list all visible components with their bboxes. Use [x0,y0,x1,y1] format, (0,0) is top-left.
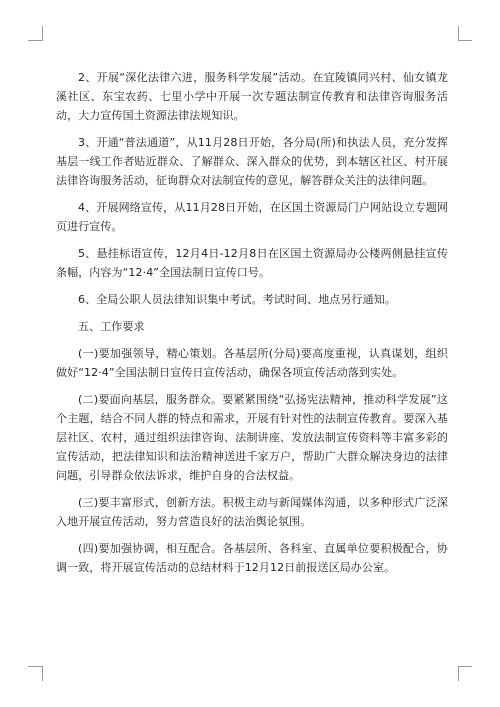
requirement-1: (一)要加强领导，精心策划。各基层所(分局)要高度重视，认真谋划，组织做好“12·4”全国法制日宣传日宣传活动，确保各项宣传活动落到实处。 [56,347,448,379]
paragraph-item-6: 6、全局公职人员法律知识集中考试。考试时间、地点另行通知。 [78,293,396,306]
crop-mark-top-left-v [42,26,43,41]
crop-mark-bottom-left-h [28,666,42,667]
paragraph-item-4: 4、开展网络宣传，从11月28日开始，在区国土资源局门户网站设立专题网页进行宣传。 [56,201,448,233]
crop-mark-bottom-right-h [458,666,472,667]
crop-mark-top-right-h [458,40,472,41]
requirement-2: (二)要面向基层，服务群众。要紧紧围绕“弘扬宪法精神，推动科学发展”这个主题，结合不同人群的特点和需求，开展有针对性的法制宣传教育。要深入基层社区、农村，通过组织法律咨询、法制讲座、发放法制宣传资料等丰富多彩的宣传活动，把法律知识和法治精神送进千家万户，帮助广大群众解决身边的法律问题，引导群众依法诉求，维护自身的合法权益。 [56,393,448,482]
section-heading-work-requirements: 五、工作要求 [78,320,145,333]
crop-mark-bottom-right-v [458,666,459,681]
crop-mark-top-right-v [458,26,459,41]
requirement-4: (四)要加强协调，相互配合。各基层所、各科室、直属单位要积极配合，协调一致，将开展宣传活动的总结材料于12月12日前报送区局办公室。 [56,542,448,574]
paragraph-item-5: 5、悬挂标语宣传，12月4日-12月8日在区国土资源局办公楼两侧悬挂宣传条幅，内容为“12·4”全国法制日宣传口号。 [56,247,448,279]
crop-mark-bottom-left-v [42,666,43,681]
document-body [56,68,448,585]
requirement-3: (三)要丰富形式，创新方法。积极主动与新闻媒体沟通，以多种形式广泛深入地开展宣传活动，努力营造良好的法治舆论氛围。 [56,496,448,528]
paragraph-item-2: 2、开展“深化法律六进，服务科学发展”活动。在宜陵镇同兴村、仙女镇龙溪社区、东宝农药、七里小学中开展一次专题法制宣传教育和法律咨询服务活动，大力宣传国土资源法律法规知识。 [56,71,448,122]
crop-mark-top-left-h [28,40,42,41]
paragraph-item-3: 3、开通“普法通道”，从11月28日开始，各分局(所)和执法人员，充分发挥基层一线工作者贴近群众、了解群众、深入群众的优势，到本辖区社区、村开展法律咨询服务活动，征询群众对法制宣传的意见，解答群众关注的法律问题。 [56,136,448,187]
